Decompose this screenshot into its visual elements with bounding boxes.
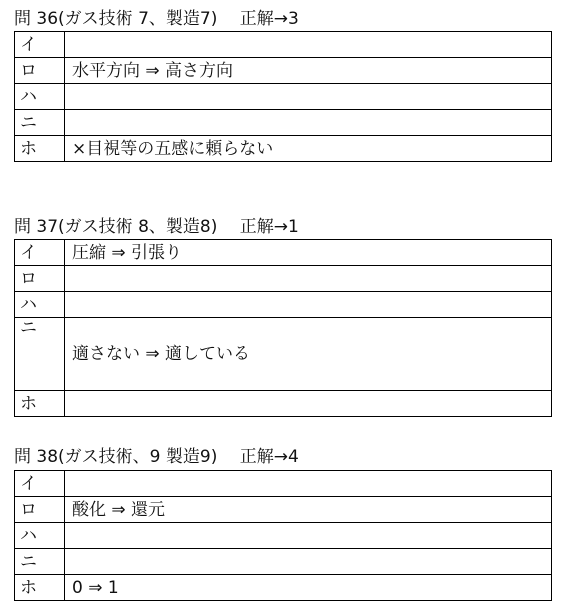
question-37-title: 問 37(ガス技術 8、製造8) 正解→1 (14, 217, 299, 237)
row-text (65, 266, 552, 292)
question-37-table (14, 239, 552, 417)
table-row (15, 240, 552, 266)
row-label: ロ (15, 266, 65, 292)
table-row (15, 32, 552, 58)
row-label: ハ (15, 523, 65, 549)
row-label: ホ (15, 391, 65, 417)
table-row (15, 575, 552, 601)
row-text: 圧縮 ⇒ 引張り (65, 240, 552, 266)
question-36-title: 問 36(ガス技術 7、製造7) 正解→3 (14, 9, 299, 29)
table-row (15, 58, 552, 84)
row-label: ハ (15, 84, 65, 110)
table-row (15, 136, 552, 162)
row-label: イ (15, 240, 65, 266)
row-label: イ (15, 32, 65, 58)
table-row (15, 318, 552, 391)
row-text: 水平方向 ⇒ 高さ方向 (65, 58, 552, 84)
table-row (15, 84, 552, 110)
row-text: 酸化 ⇒ 還元 (65, 497, 552, 523)
row-label: ホ (15, 575, 65, 601)
row-text (65, 110, 552, 136)
table-row (15, 391, 552, 417)
table-row (15, 471, 552, 497)
row-text (65, 84, 552, 110)
row-text (65, 391, 552, 417)
row-text: 適さない ⇒ 適している (65, 318, 552, 391)
row-label: ホ (15, 136, 65, 162)
row-text: 0 ⇒ 1 (65, 575, 552, 601)
row-text (65, 471, 552, 497)
row-label: イ (15, 471, 65, 497)
row-text (65, 523, 552, 549)
row-label: ニ (15, 110, 65, 136)
row-label: ニ (15, 549, 65, 575)
table-row (15, 523, 552, 549)
table-row (15, 497, 552, 523)
row-text (65, 32, 552, 58)
table-row (15, 292, 552, 318)
row-text: ×目視等の五感に頼らない (65, 136, 552, 162)
row-text (65, 549, 552, 575)
table-row (15, 549, 552, 575)
question-36-table (14, 31, 552, 162)
table-row (15, 266, 552, 292)
table-row (15, 110, 552, 136)
row-text (65, 292, 552, 318)
row-label: ロ (15, 58, 65, 84)
question-38-title: 問 38(ガス技術、9 製造9) 正解→4 (14, 447, 299, 467)
row-label: ハ (15, 292, 65, 318)
row-label: ロ (15, 497, 65, 523)
question-38-table (14, 470, 552, 601)
row-label: ニ (15, 318, 65, 391)
